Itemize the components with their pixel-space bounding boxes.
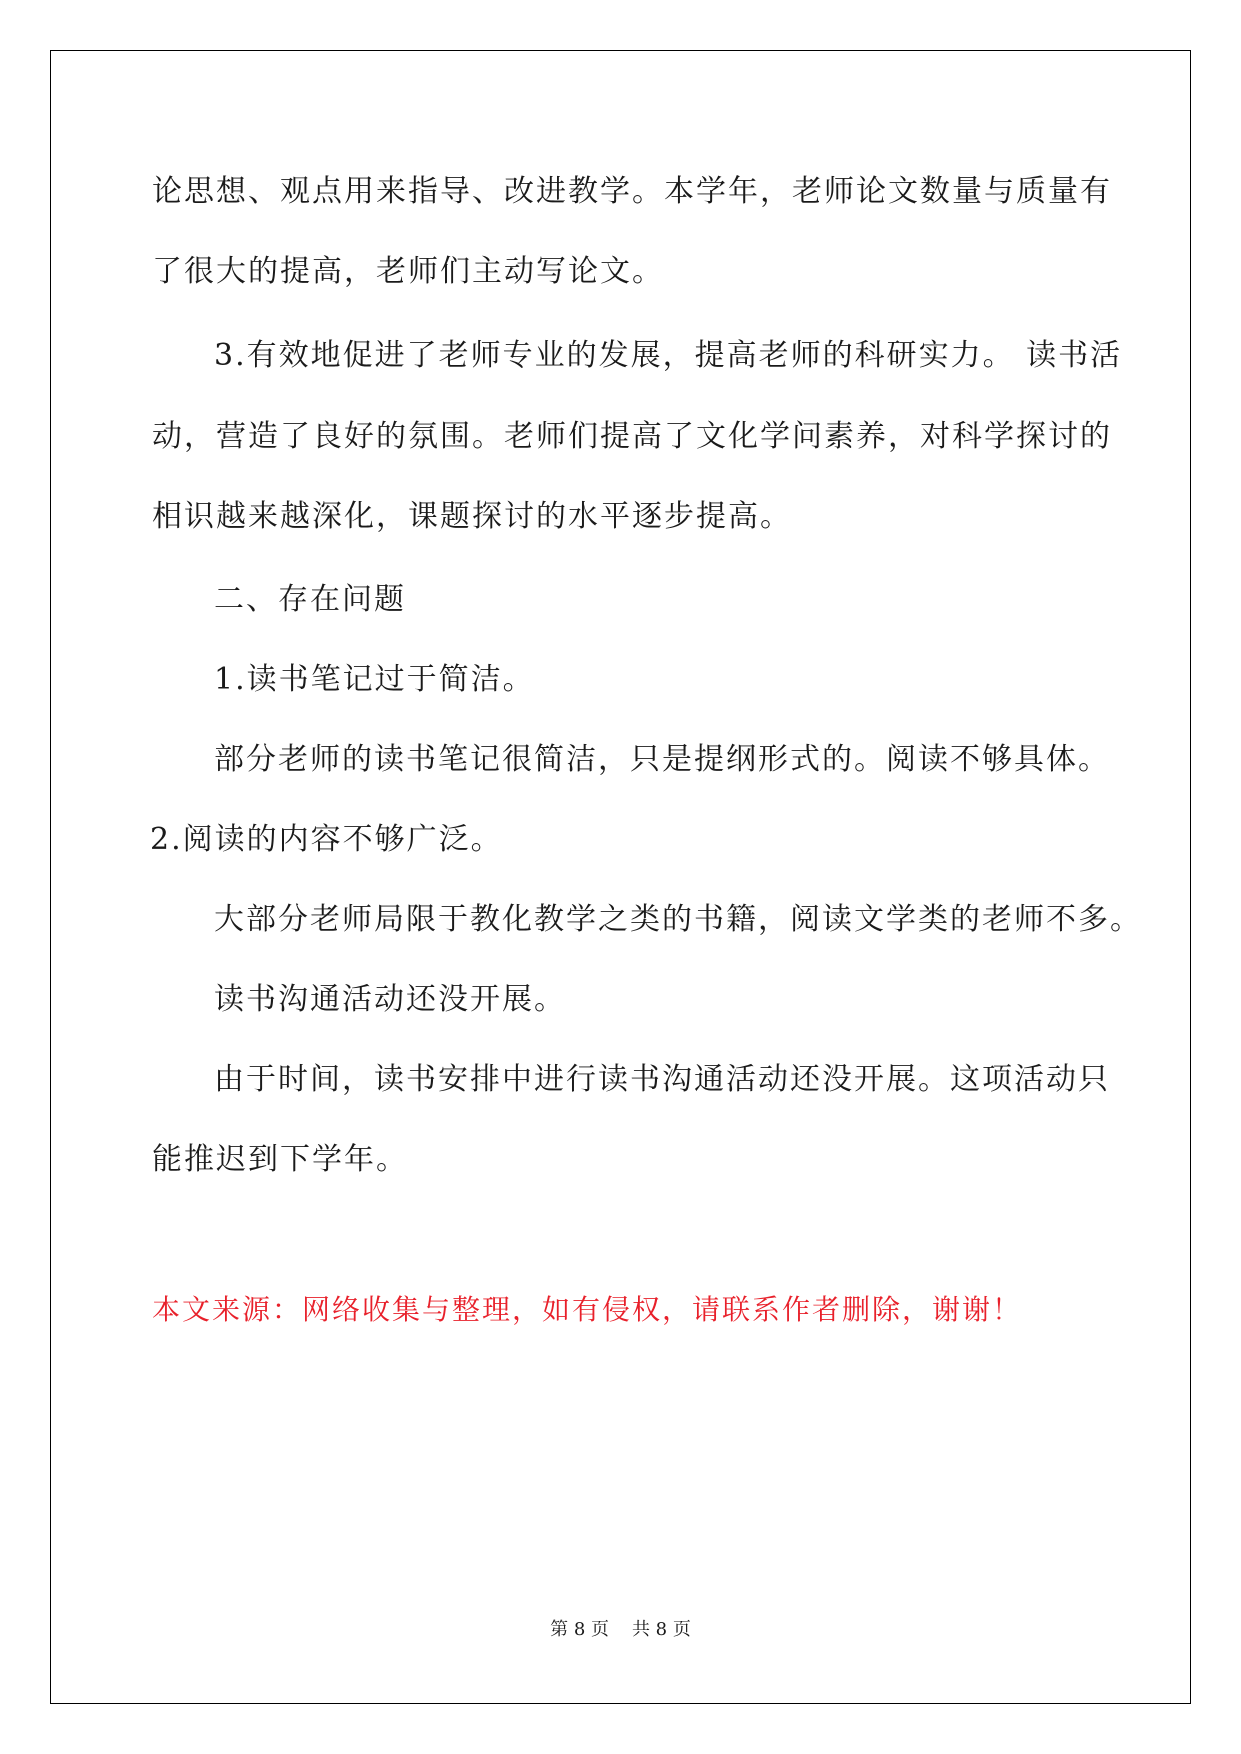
copyright-notice: 本文来源：网络收集与整理，如有侵权，请联系作者删除，谢谢！ — [152, 1293, 1023, 1326]
body-line: 大部分老师局限于教化教学之类的书籍，阅读文学类的老师不多。 — [214, 902, 1142, 937]
body-line: 读书沟通活动还没开展。 — [214, 982, 566, 1017]
list-item-heading: 1.读书笔记过于简洁。 — [214, 662, 535, 697]
body-line: 了很大的提高，老师们主动写论文。 — [152, 254, 664, 289]
body-line: 由于时间，读书安排中进行读书沟通活动还没开展。这项活动只 — [214, 1062, 1110, 1097]
list-item-heading: 2.阅读的内容不够广泛。 — [150, 822, 503, 857]
body-line: 动，营造了良好的氛围。老师们提高了文化学问素养，对科学探讨的 — [152, 419, 1112, 454]
section-heading: 二、存在问题 — [214, 582, 406, 617]
page-border — [50, 50, 1191, 1704]
body-line: 论思想、观点用来指导、改进教学。本学年，老师论文数量与质量有 — [152, 174, 1112, 209]
body-line: 相识越来越深化，课题探讨的水平逐步提高。 — [152, 499, 792, 534]
body-line: 能推迟到下学年。 — [152, 1142, 408, 1177]
body-line: 3.有效地促进了老师专业的发展，提高老师的科研实力。 读书活 — [214, 338, 1123, 373]
page-number-footer: 第 8 页 共 8 页 — [550, 1619, 691, 1640]
body-line: 部分老师的读书笔记很简洁，只是提纲形式的。阅读不够具体。 — [214, 742, 1110, 777]
